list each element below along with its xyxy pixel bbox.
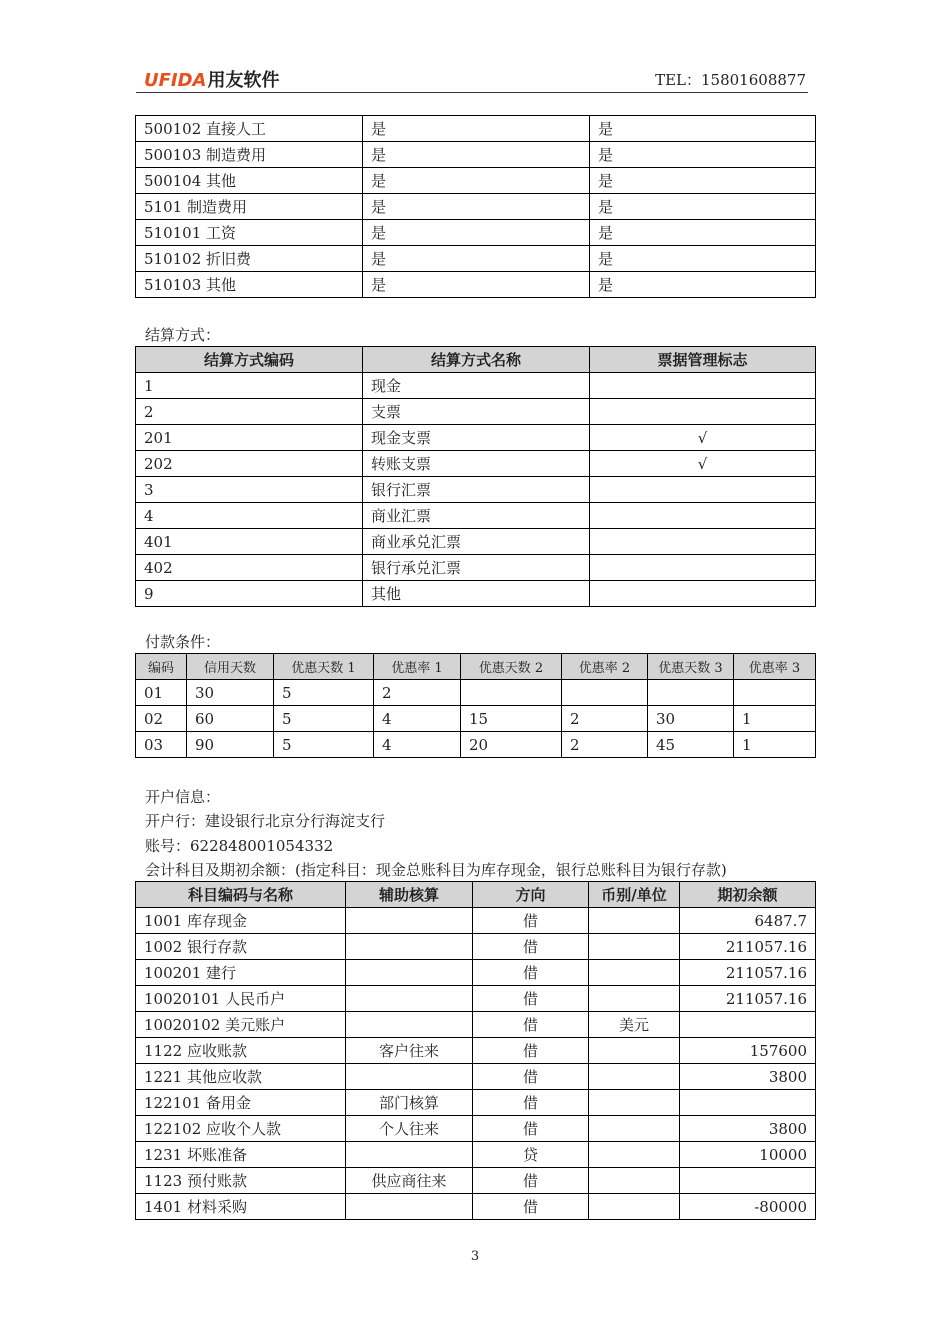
table-cell: 借 xyxy=(473,1168,589,1194)
table-row xyxy=(136,555,816,581)
table-row xyxy=(136,680,816,706)
table-cell xyxy=(680,1168,816,1194)
table-row xyxy=(136,1194,816,1220)
table-row xyxy=(136,1012,816,1038)
table-cell: 借 xyxy=(473,908,589,934)
table-cell xyxy=(589,1038,680,1064)
table-cell xyxy=(346,934,473,960)
table-cell xyxy=(734,680,816,706)
table-cell xyxy=(589,1194,680,1220)
table-row xyxy=(136,706,816,732)
table-cell: 1123 预付账款 xyxy=(136,1168,346,1194)
table-cell: 3800 xyxy=(680,1064,816,1090)
table-cell: 10020102 美元账户 xyxy=(136,1012,346,1038)
table-cell: 1002 银行存款 xyxy=(136,934,346,960)
table-cell: 是 xyxy=(590,246,816,272)
table-cell: 510102 折旧费 xyxy=(136,246,363,272)
payment-label: 付款条件： xyxy=(145,633,221,651)
subject-flags-table xyxy=(135,115,816,298)
table-cell: 现金支票 xyxy=(363,425,590,451)
table-row xyxy=(136,960,816,986)
table-cell: 157600 xyxy=(680,1038,816,1064)
table-row xyxy=(136,168,816,194)
table-cell xyxy=(589,1064,680,1090)
table-cell: 4 xyxy=(374,706,461,732)
table-cell: 商业汇票 xyxy=(363,503,590,529)
table-cell: 5 xyxy=(274,680,374,706)
table-cell: 5 xyxy=(274,732,374,758)
table-cell: 122102 应收个人款 xyxy=(136,1116,346,1142)
column-header: 优惠天数 1 xyxy=(274,654,374,680)
table-cell: 商业承兑汇票 xyxy=(363,529,590,555)
column-header: 币别/单位 xyxy=(589,882,680,908)
table-cell: 15 xyxy=(461,706,562,732)
table-cell: 20 xyxy=(461,732,562,758)
column-header: 信用天数 xyxy=(187,654,274,680)
table-cell: 211057.16 xyxy=(680,934,816,960)
subjects-header-row xyxy=(136,882,816,908)
table-cell: √ xyxy=(590,425,816,451)
telephone: TEL：15801608877 xyxy=(655,71,806,89)
table-cell: 211057.16 xyxy=(680,986,816,1012)
table-cell: 5 xyxy=(274,706,374,732)
table-cell xyxy=(461,680,562,706)
table-cell: 供应商往来 xyxy=(346,1168,473,1194)
table-cell: 03 xyxy=(136,732,187,758)
table-row xyxy=(136,220,816,246)
table-cell: 1231 坏账准备 xyxy=(136,1142,346,1168)
subjects-label: 会计科目及期初余额：(指定科目：现金总账科目为库存现金，银行总账科目为银行存款) xyxy=(145,861,727,879)
table-cell: 500102 直接人工 xyxy=(136,116,363,142)
table-cell: 是 xyxy=(590,194,816,220)
table-cell: 45 xyxy=(648,732,734,758)
table-cell xyxy=(346,1064,473,1090)
settlement-table xyxy=(135,346,816,607)
table-cell: 是 xyxy=(363,168,590,194)
table-cell: 贷 xyxy=(473,1142,589,1168)
table-cell: 30 xyxy=(648,706,734,732)
table-row xyxy=(136,1168,816,1194)
table-row xyxy=(136,732,816,758)
settlement-header-row xyxy=(136,347,816,373)
table-cell: 银行承兑汇票 xyxy=(363,555,590,581)
table-cell: 4 xyxy=(136,503,363,529)
table-cell xyxy=(680,1012,816,1038)
table-cell xyxy=(346,1012,473,1038)
table-cell: 支票 xyxy=(363,399,590,425)
table-cell: 9 xyxy=(136,581,363,607)
table-row xyxy=(136,451,816,477)
table-cell: 1 xyxy=(734,732,816,758)
table-cell: 是 xyxy=(363,194,590,220)
subjects-table xyxy=(135,881,816,1220)
table-row xyxy=(136,934,816,960)
table-cell: 是 xyxy=(590,168,816,194)
payment-header-row xyxy=(136,654,816,680)
table-cell: 现金 xyxy=(363,373,590,399)
table-cell: 1401 材料采购 xyxy=(136,1194,346,1220)
table-cell xyxy=(589,934,680,960)
table-row xyxy=(136,194,816,220)
table-cell: 是 xyxy=(590,220,816,246)
table-cell: 2 xyxy=(136,399,363,425)
table-row xyxy=(136,908,816,934)
table-cell: 401 xyxy=(136,529,363,555)
table-cell xyxy=(589,986,680,1012)
table-cell xyxy=(680,1090,816,1116)
table-cell: 借 xyxy=(473,1116,589,1142)
account-label: 开户信息： xyxy=(145,788,221,806)
table-cell: 银行汇票 xyxy=(363,477,590,503)
table-cell xyxy=(589,908,680,934)
table-row xyxy=(136,529,816,555)
table-cell: 02 xyxy=(136,706,187,732)
table-cell: 100201 建行 xyxy=(136,960,346,986)
table-row xyxy=(136,116,816,142)
table-row xyxy=(136,272,816,298)
ufida-logo xyxy=(144,66,279,92)
table-cell: 是 xyxy=(363,116,590,142)
settlement-label: 结算方式： xyxy=(145,326,221,344)
payment-terms-table xyxy=(135,653,816,758)
table-cell: 30 xyxy=(187,680,274,706)
table-cell: 4 xyxy=(374,732,461,758)
column-header: 编码 xyxy=(136,654,187,680)
table-row xyxy=(136,503,816,529)
table-cell: 借 xyxy=(473,934,589,960)
table-cell xyxy=(590,399,816,425)
table-cell: 500104 其他 xyxy=(136,168,363,194)
table-cell: 01 xyxy=(136,680,187,706)
table-cell xyxy=(589,1142,680,1168)
table-cell xyxy=(346,1142,473,1168)
payment-body xyxy=(136,680,816,758)
table-row xyxy=(136,373,816,399)
table-cell xyxy=(590,555,816,581)
table-row xyxy=(136,1116,816,1142)
table-cell xyxy=(562,680,648,706)
table-cell: 1221 其他应收款 xyxy=(136,1064,346,1090)
table-cell: 1 xyxy=(136,373,363,399)
table-cell: 402 xyxy=(136,555,363,581)
table-cell xyxy=(346,1194,473,1220)
table-cell: 510103 其他 xyxy=(136,272,363,298)
table-row xyxy=(136,1090,816,1116)
column-header: 方向 xyxy=(473,882,589,908)
table-cell xyxy=(346,986,473,1012)
table-cell: 5101 制造费用 xyxy=(136,194,363,220)
table-cell: 是 xyxy=(590,272,816,298)
table-cell: 1122 应收账款 xyxy=(136,1038,346,1064)
logo-chinese: 用友软件 xyxy=(207,70,280,91)
table-cell: 500103 制造费用 xyxy=(136,142,363,168)
column-header: 优惠率 3 xyxy=(734,654,816,680)
table-cell: 是 xyxy=(590,116,816,142)
table-cell: 122101 备用金 xyxy=(136,1090,346,1116)
table-cell: 借 xyxy=(473,960,589,986)
table-row xyxy=(136,246,816,272)
table-cell: 90 xyxy=(187,732,274,758)
table-cell: 部门核算 xyxy=(346,1090,473,1116)
table-cell: 3800 xyxy=(680,1116,816,1142)
table-cell: 是 xyxy=(363,142,590,168)
table-row xyxy=(136,425,816,451)
table-row xyxy=(136,142,816,168)
table-cell xyxy=(590,503,816,529)
logo-latin: UFIDA xyxy=(144,70,207,91)
table-row xyxy=(136,477,816,503)
table-cell xyxy=(590,373,816,399)
table-cell xyxy=(590,529,816,555)
table-cell: 其他 xyxy=(363,581,590,607)
table-cell: 是 xyxy=(363,272,590,298)
table-cell xyxy=(589,1168,680,1194)
table-cell: 借 xyxy=(473,1064,589,1090)
table-cell xyxy=(589,960,680,986)
column-header: 优惠天数 2 xyxy=(461,654,562,680)
table-cell: √ xyxy=(590,451,816,477)
table-cell: 1001 库存现金 xyxy=(136,908,346,934)
table-cell: 10020101 人民币户 xyxy=(136,986,346,1012)
table-cell: 201 xyxy=(136,425,363,451)
table-cell: 是 xyxy=(363,220,590,246)
table-cell: 3 xyxy=(136,477,363,503)
table-cell xyxy=(346,908,473,934)
table-row xyxy=(136,1038,816,1064)
subject-flags-body xyxy=(136,116,816,298)
table-cell xyxy=(648,680,734,706)
table-cell: 60 xyxy=(187,706,274,732)
page-header xyxy=(136,64,808,93)
table-cell: 借 xyxy=(473,1012,589,1038)
column-header: 辅助核算 xyxy=(346,882,473,908)
table-cell: 是 xyxy=(363,246,590,272)
column-header: 科目编码与名称 xyxy=(136,882,346,908)
table-row xyxy=(136,1064,816,1090)
table-cell: 个人往来 xyxy=(346,1116,473,1142)
page-number: 3 xyxy=(470,1249,480,1264)
table-cell: 2 xyxy=(374,680,461,706)
table-row xyxy=(136,986,816,1012)
table-cell xyxy=(590,477,816,503)
table-cell: 是 xyxy=(590,142,816,168)
table-cell: 2 xyxy=(562,706,648,732)
table-row xyxy=(136,1142,816,1168)
table-cell: 美元 xyxy=(589,1012,680,1038)
table-cell: 借 xyxy=(473,1038,589,1064)
table-cell: 211057.16 xyxy=(680,960,816,986)
account-number: 账号：622848001054332 xyxy=(145,837,334,855)
column-header: 结算方式名称 xyxy=(363,347,590,373)
column-header: 票据管理标志 xyxy=(590,347,816,373)
table-cell: 2 xyxy=(562,732,648,758)
column-header: 优惠天数 3 xyxy=(648,654,734,680)
table-cell xyxy=(589,1116,680,1142)
table-row xyxy=(136,399,816,425)
table-cell xyxy=(346,960,473,986)
column-header: 期初余额 xyxy=(680,882,816,908)
column-header: 结算方式编码 xyxy=(136,347,363,373)
table-cell: -80000 xyxy=(680,1194,816,1220)
table-cell: 借 xyxy=(473,1090,589,1116)
settlement-body xyxy=(136,373,816,607)
table-cell: 6487.7 xyxy=(680,908,816,934)
table-cell: 10000 xyxy=(680,1142,816,1168)
column-header: 优惠率 2 xyxy=(562,654,648,680)
table-cell xyxy=(590,581,816,607)
table-row xyxy=(136,581,816,607)
bank-name: 开户行：建设银行北京分行海淀支行 xyxy=(145,812,386,830)
table-cell: 借 xyxy=(473,1194,589,1220)
table-cell xyxy=(589,1090,680,1116)
table-cell: 客户往来 xyxy=(346,1038,473,1064)
table-cell: 转账支票 xyxy=(363,451,590,477)
table-cell: 510101 工资 xyxy=(136,220,363,246)
column-header: 优惠率 1 xyxy=(374,654,461,680)
subjects-body xyxy=(136,908,816,1220)
table-cell: 1 xyxy=(734,706,816,732)
table-cell: 202 xyxy=(136,451,363,477)
table-cell: 借 xyxy=(473,986,589,1012)
